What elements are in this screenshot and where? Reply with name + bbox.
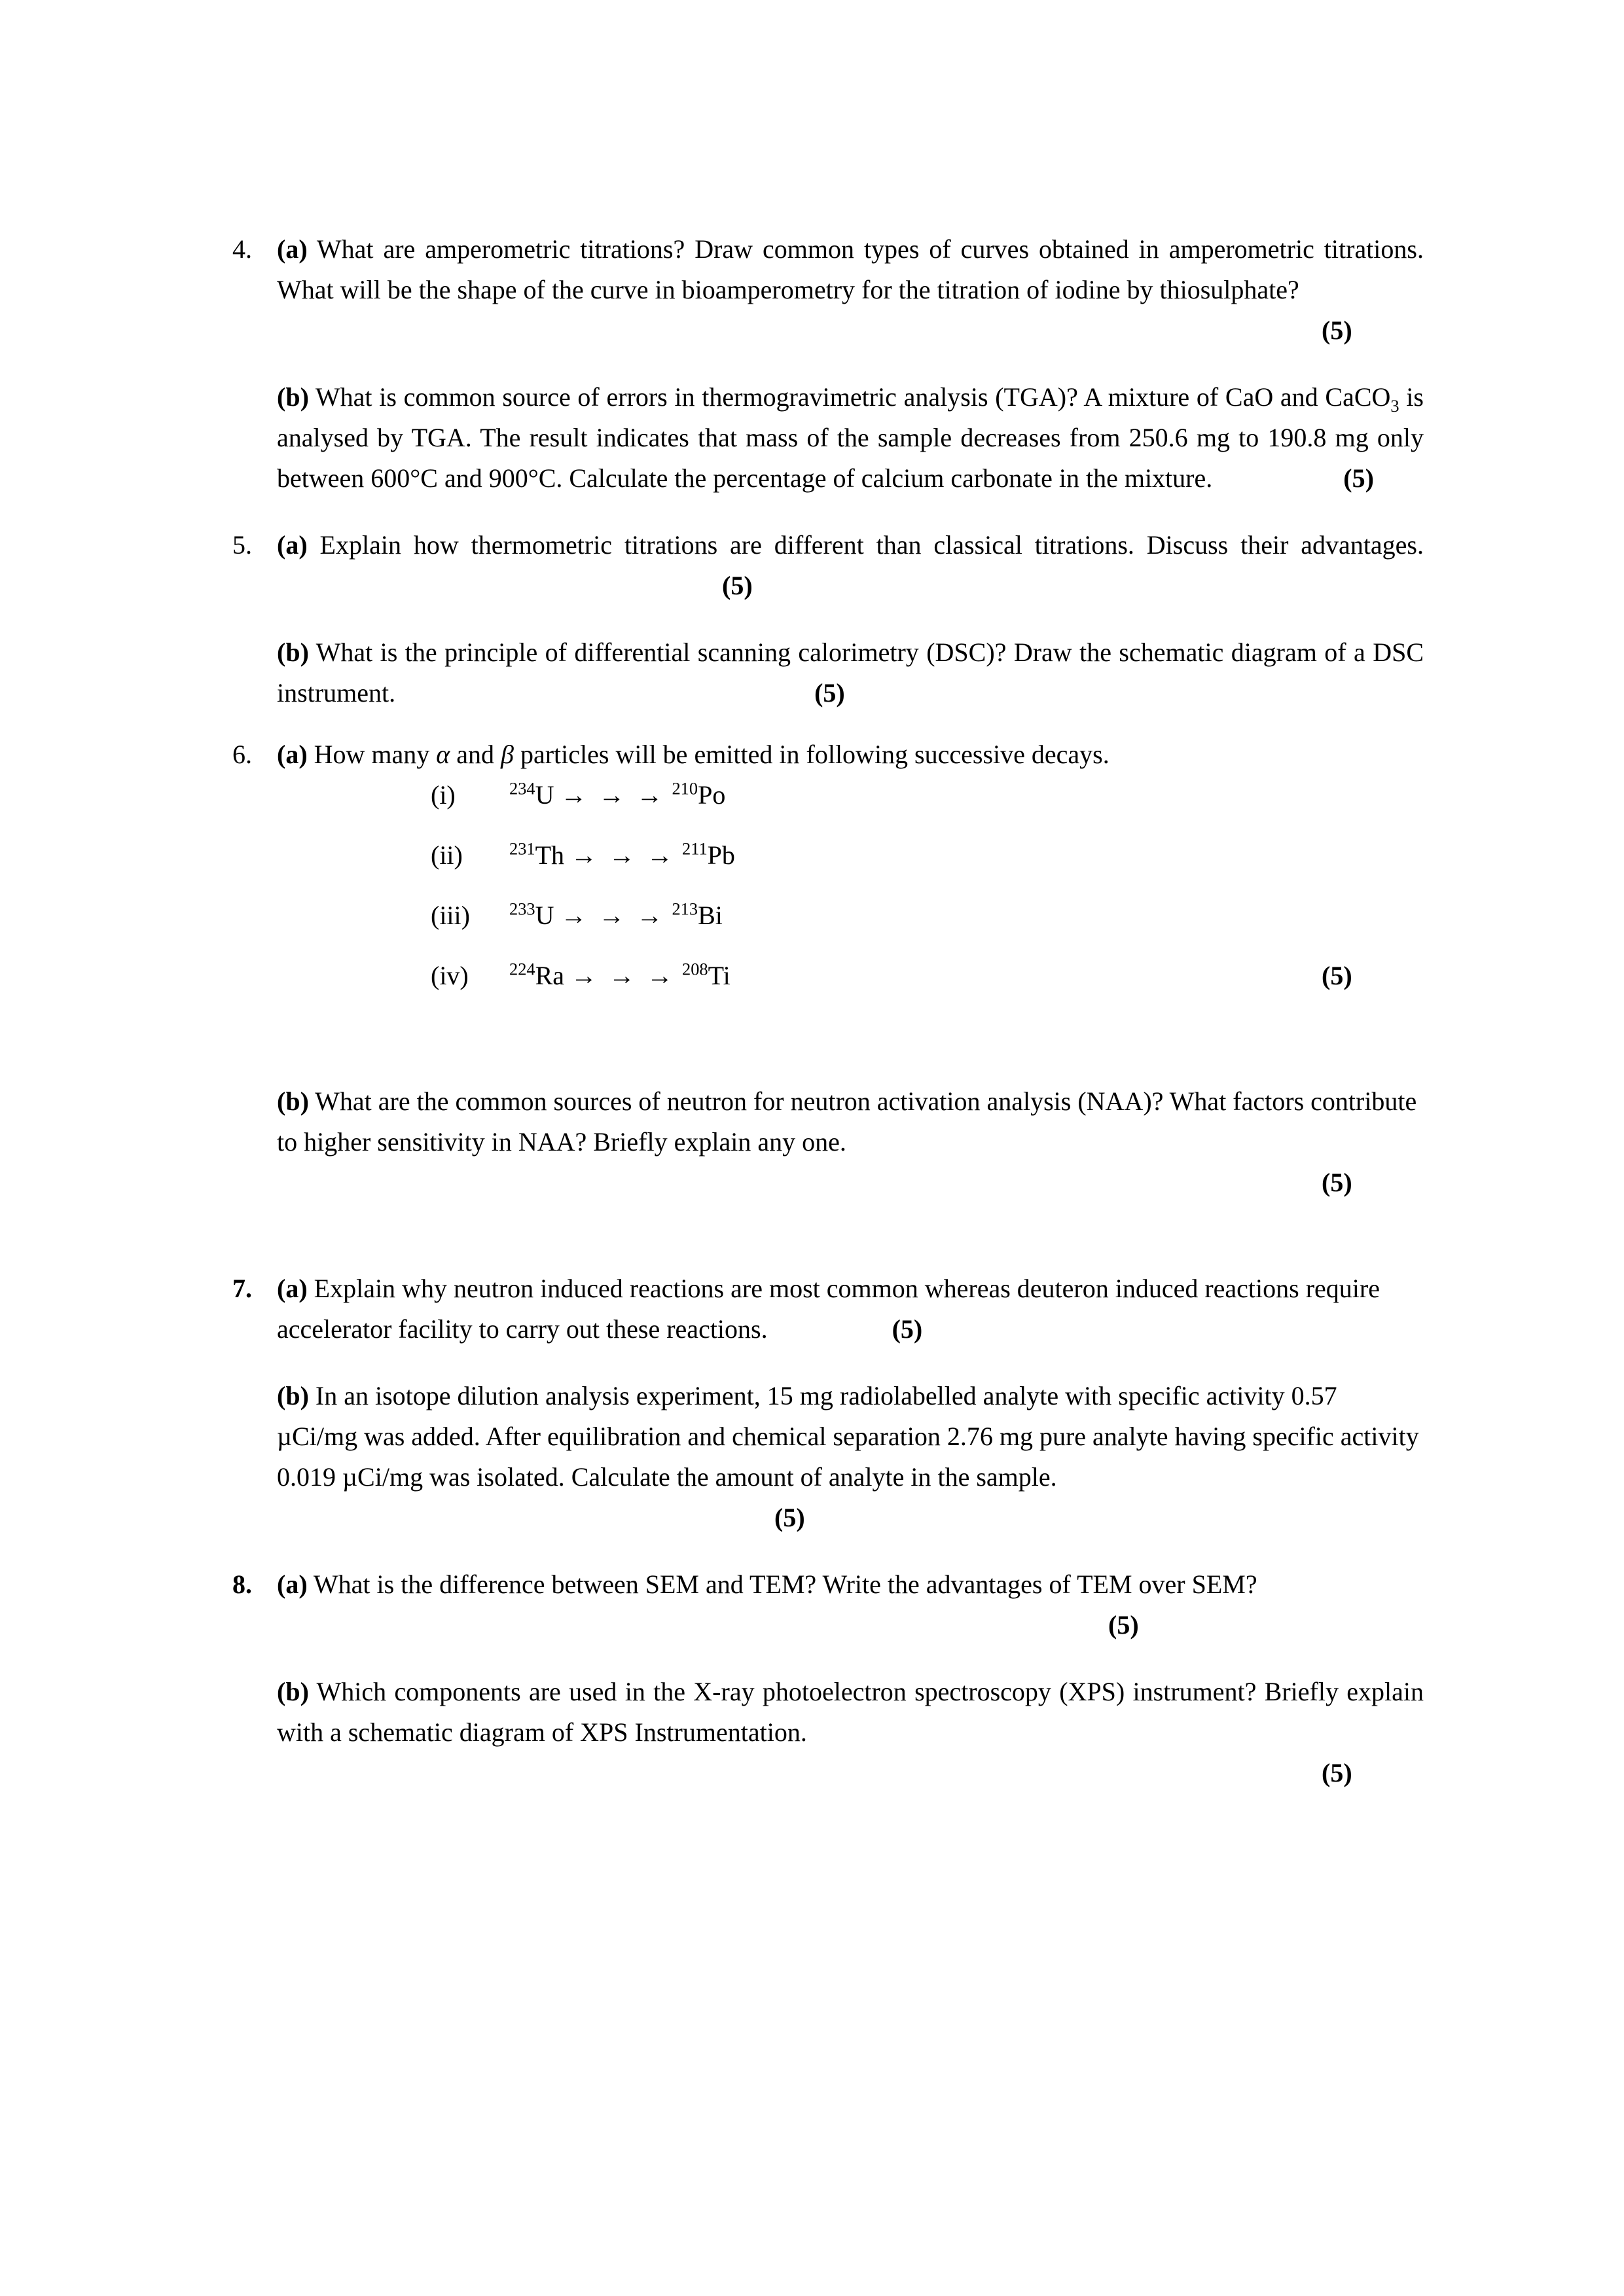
question-6a-text: How many α and β particles will be emitted in following successive decays. xyxy=(314,740,1110,769)
part-label-b: (b) xyxy=(277,1086,309,1116)
question-4-body xyxy=(277,229,1424,499)
question-4a-paragraph xyxy=(277,229,1424,310)
question-8-number: 8. xyxy=(232,1570,252,1599)
element-start: U xyxy=(535,901,554,930)
element-start: Ra xyxy=(535,961,565,990)
question-7a-text: Explain why neutron induced reactions are most common whereas deuteron induced reactions require accelerator facility to carry out these reactions. xyxy=(277,1274,1380,1344)
element-end: Po xyxy=(698,780,726,810)
question-4b-text-part1: What is common source of errors in thermogravimetric analysis (TGA)? A mixture of CaO and CaCO xyxy=(315,382,1391,412)
question-8b-marks-line xyxy=(277,1753,1424,1793)
spacer xyxy=(277,1350,1424,1376)
decay-equation xyxy=(509,956,731,996)
mass-number-end: 210 xyxy=(672,778,698,798)
question-6 xyxy=(232,734,1424,1203)
question-7b-text: In an isotope dilution analysis experiment, 15 mg radiolabelled analyte with specific activity 0.57 µCi/mg was added. After equilibration and chemical separation 2.76 mg pure analyte having specific activity 0.019 µCi/mg was isolated. Calculate the amount of analyte in the sample. xyxy=(277,1381,1419,1492)
element-start: Th xyxy=(535,840,565,870)
question-8-body xyxy=(277,1564,1424,1793)
spacer xyxy=(277,1016,1424,1081)
decay-index: (ii) xyxy=(431,840,463,870)
mass-number-start: 224 xyxy=(509,959,535,979)
part-label-a: (a) xyxy=(277,740,308,769)
question-4a-marks-line xyxy=(277,310,1424,351)
marks-badge: (5) xyxy=(1108,1610,1139,1640)
mass-number-start: 233 xyxy=(509,899,535,919)
decay-equation-list xyxy=(277,775,1424,996)
question-4b-text-part2: is analysed by TGA. The result indicates that mass of the sample decreases from 250.6 mg to 190.8 mg only between 600°C and 900°C. Calculate the percentage of calcium carbonate in the mixture. xyxy=(277,382,1424,493)
question-4a-text: What are amperometric titrations? Draw common types of curves obtained in amperometric titrations. What will be the shape of the curve in bioamperometry for the titration of iodine by thiosulphate? xyxy=(277,234,1424,304)
part-label-a: (a) xyxy=(277,1274,308,1303)
question-8a-paragraph xyxy=(277,1564,1424,1645)
marks-badge: (5) xyxy=(1343,463,1374,493)
marks-badge: (5) xyxy=(814,678,845,708)
question-5 xyxy=(232,525,1424,713)
question-4 xyxy=(232,229,1424,499)
question-4b-paragraph xyxy=(277,377,1424,499)
part-label-a: (a) xyxy=(277,530,308,560)
decay-equation xyxy=(509,775,725,816)
question-8 xyxy=(232,1564,1424,1793)
arrow-chain: → → → xyxy=(571,840,676,870)
spacer xyxy=(232,499,1424,525)
decay-row xyxy=(277,775,1424,816)
marks-badge: (5) xyxy=(774,1503,805,1532)
mass-number-end: 208 xyxy=(682,959,708,979)
question-7 xyxy=(232,1268,1424,1538)
question-7b-paragraph xyxy=(277,1376,1424,1538)
part-label-b: (b) xyxy=(277,637,309,667)
part-label-b: (b) xyxy=(277,1381,309,1410)
question-7-body xyxy=(277,1268,1424,1538)
marks-badge: (5) xyxy=(1322,1758,1352,1787)
decay-row xyxy=(277,956,1424,996)
question-6-number: 6. xyxy=(232,740,252,769)
spacer xyxy=(277,351,1424,377)
marks-badge: (5) xyxy=(1322,1168,1352,1197)
mass-number-start: 234 xyxy=(509,778,535,798)
part-label-b: (b) xyxy=(277,382,309,412)
spacer xyxy=(277,606,1424,632)
question-5-number: 5. xyxy=(232,530,252,560)
question-6b-paragraph xyxy=(277,1081,1424,1162)
question-8a-text: What is the difference between SEM and TEM? Write the advantages of TEM over SEM? xyxy=(313,1570,1257,1599)
question-7-number: 7. xyxy=(232,1274,252,1303)
question-6a-paragraph xyxy=(277,734,1424,775)
marks-badge: (5) xyxy=(722,571,753,600)
subscript-3: 3 xyxy=(1390,396,1399,416)
spacer xyxy=(232,1538,1424,1564)
question-6b-text: What are the common sources of neutron for neutron activation analysis (NAA)? What factors contribute to higher sensitivity in NAA? Briefly explain any one. xyxy=(277,1086,1417,1157)
question-5-body xyxy=(277,525,1424,713)
decay-row xyxy=(277,835,1424,876)
question-8b-text: Which components are used in the X-ray photoelectron spectroscopy (XPS) instrument? Briefly explain with a schematic diagram of XPS Instrumentation. xyxy=(277,1677,1424,1747)
decay-index: (iii) xyxy=(431,901,470,930)
question-6b-marks-line xyxy=(277,1162,1424,1203)
beta-symbol: β xyxy=(501,740,514,769)
question-4-number: 4. xyxy=(232,234,252,264)
alpha-symbol: α xyxy=(436,740,450,769)
part-label-a: (a) xyxy=(277,234,308,264)
mass-number-start: 231 xyxy=(509,838,535,859)
question-5a-paragraph xyxy=(277,525,1424,606)
decay-equation xyxy=(509,835,735,876)
decay-index: (iv) xyxy=(431,961,469,990)
part-label-b: (b) xyxy=(277,1677,309,1706)
arrow-chain: → → → xyxy=(571,961,676,990)
marks-badge: (5) xyxy=(1322,315,1352,345)
question-5a-text: Explain how thermometric titrations are different than classical titrations. Discuss their advantages. xyxy=(319,530,1424,560)
mass-number-end: 213 xyxy=(672,899,698,919)
question-6-body xyxy=(277,734,1424,1203)
question-5b-text: What is the principle of differential scanning calorimetry (DSC)? Draw the schematic diagram of a DSC instrument. xyxy=(277,637,1424,708)
decay-equation xyxy=(509,895,723,936)
question-8b-paragraph xyxy=(277,1672,1424,1753)
mass-number-end: 211 xyxy=(682,838,708,859)
decay-index: (i) xyxy=(431,780,456,810)
element-start: U xyxy=(535,780,554,810)
element-end: Pb xyxy=(707,840,735,870)
decay-row xyxy=(277,895,1424,936)
arrow-chain: → → → xyxy=(560,780,666,810)
marks-badge: (5) xyxy=(1322,961,1352,990)
element-end: Ti xyxy=(708,961,731,990)
spacer xyxy=(232,1203,1424,1268)
element-end: Bi xyxy=(698,901,723,930)
part-label-a: (a) xyxy=(277,1570,308,1599)
marks-badge: (5) xyxy=(892,1314,923,1344)
question-5b-paragraph xyxy=(277,632,1424,713)
spacer xyxy=(277,1645,1424,1672)
question-7a-paragraph xyxy=(277,1268,1424,1350)
arrow-chain: → → → xyxy=(560,901,666,930)
spacer xyxy=(232,713,1424,734)
